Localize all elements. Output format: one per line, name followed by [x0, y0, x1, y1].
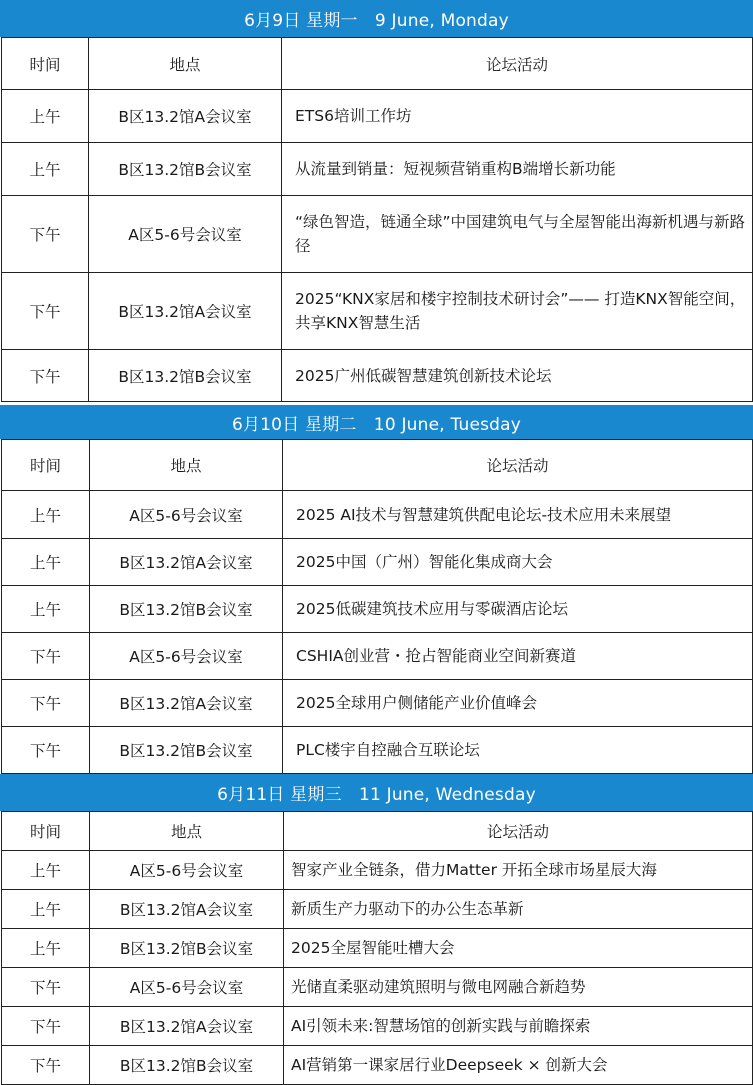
table-row: [2, 539, 753, 586]
location-cell: B区13.2馆B会议室: [90, 586, 283, 633]
table-row: [2, 727, 753, 774]
day-title: 6月9日 星期一 9 June, Monday: [244, 11, 509, 31]
time-cell: 下午: [2, 1007, 90, 1046]
table-row: [2, 491, 753, 539]
day-header-tuesday: [0, 405, 753, 439]
activity-cell: CSHIA创业营・抢占智能商业空间新赛道: [283, 633, 753, 680]
activity-cell: PLC楼宇自控融合互联论坛: [283, 727, 753, 774]
day-title: 6月11日 星期三 11 June, Wednesday: [217, 785, 536, 805]
schedule-table-wednesday: [1, 811, 753, 1085]
time-cell: 下午: [2, 273, 89, 350]
time-cell: 上午: [2, 851, 90, 890]
time-cell: 下午: [2, 350, 89, 402]
time-cell: 上午: [2, 890, 90, 929]
time-cell: 下午: [2, 633, 90, 680]
location-cell: B区13.2馆A会议室: [89, 90, 282, 143]
column-header-location: 地点: [89, 38, 282, 90]
time-cell: 上午: [2, 143, 89, 196]
time-cell: 下午: [2, 196, 89, 273]
location-cell: B区13.2馆A会议室: [90, 680, 283, 727]
activity-cell: AI引领未来:智慧场馆的创新实践与前瞻探索: [284, 1007, 753, 1046]
table-row: [2, 273, 753, 350]
column-header-activity: 论坛活动: [283, 440, 753, 491]
activity-cell: AI营销第一课家居行业Deepseek × 创新大会: [284, 1046, 753, 1085]
table-row: [2, 1046, 753, 1085]
table-row: [2, 586, 753, 633]
column-header-time: 时间: [2, 812, 90, 851]
activity-cell: 新质生产力驱动下的办公生态革新: [284, 890, 753, 929]
location-cell: B区13.2馆B会议室: [89, 350, 282, 402]
location-cell: B区13.2馆B会议室: [90, 929, 284, 968]
column-header-location: 地点: [90, 812, 284, 851]
table-row: [2, 196, 753, 273]
schedule-table-monday: [1, 37, 753, 402]
activity-cell: 光储直柔驱动建筑照明与微电网融合新趋势: [284, 968, 753, 1007]
location-cell: B区13.2馆B会议室: [89, 143, 282, 196]
time-cell: 上午: [2, 491, 90, 539]
activity-cell: 2025全球用户侧储能产业价值峰会: [283, 680, 753, 727]
location-cell: B区13.2馆A会议室: [90, 1007, 284, 1046]
table-row: [2, 143, 753, 196]
time-cell: 上午: [2, 586, 90, 633]
activity-cell: 2025“KNX家居和楼宇控制技术研讨会”—— 打造KNX智能空间，共享KNX智慧生活: [282, 273, 753, 350]
table-header-row: [2, 440, 753, 491]
time-cell: 下午: [2, 968, 90, 1007]
column-header-time: 时间: [2, 38, 89, 90]
activity-cell: 2025 AI技术与智慧建筑供配电论坛-技术应用未来展望: [283, 491, 753, 539]
activity-cell: 2025广州低碳智慧建筑创新技术论坛: [282, 350, 753, 402]
column-header-activity: 论坛活动: [284, 812, 753, 851]
activity-cell: 从流量到销量：短视频营销重构B端增长新功能: [282, 143, 753, 196]
location-cell: B区13.2馆A会议室: [90, 890, 284, 929]
schedule-table-tuesday: [1, 439, 753, 774]
activity-cell: ETS6培训工作坊: [282, 90, 753, 143]
column-header-location: 地点: [90, 440, 283, 491]
location-cell: A区5-6号会议室: [90, 633, 283, 680]
location-cell: A区5-6号会议室: [90, 851, 284, 890]
time-cell: 下午: [2, 1046, 90, 1085]
activity-cell: 2025低碳建筑技术应用与零碳酒店论坛: [283, 586, 753, 633]
table-header-row: [2, 812, 753, 851]
time-cell: 上午: [2, 929, 90, 968]
table-row: [2, 968, 753, 1007]
table-row: [2, 633, 753, 680]
table-row: [2, 680, 753, 727]
activity-cell: 2025全屋智能吐槽大会: [284, 929, 753, 968]
column-header-activity: 论坛活动: [282, 38, 753, 90]
table-header-row: [2, 38, 753, 90]
day-header-monday: [0, 0, 753, 37]
activity-cell: 智家产业全链条，借力Matter 开拓全球市场星辰大海: [284, 851, 753, 890]
table-row: [2, 350, 753, 402]
table-row: [2, 851, 753, 890]
location-cell: B区13.2馆A会议室: [90, 539, 283, 586]
activity-cell: 2025中国（广州）智能化集成商大会: [283, 539, 753, 586]
table-row: [2, 890, 753, 929]
time-cell: 上午: [2, 539, 90, 586]
day-title: 6月10日 星期二 10 June, Tuesday: [231, 414, 522, 435]
activity-cell: “绿色智造，链通全球”中国建筑电气与全屋智能出海新机遇与新路径: [282, 196, 753, 273]
time-cell: 上午: [2, 90, 89, 143]
column-header-time: 时间: [2, 440, 90, 491]
table-row: [2, 929, 753, 968]
table-row: [2, 1007, 753, 1046]
time-cell: 下午: [2, 727, 90, 774]
location-cell: A区5-6号会议室: [90, 491, 283, 539]
location-cell: B区13.2馆B会议室: [90, 1046, 284, 1085]
location-cell: A区5-6号会议室: [89, 196, 282, 273]
location-cell: B区13.2馆B会议室: [90, 727, 283, 774]
location-cell: B区13.2馆A会议室: [89, 273, 282, 350]
day-header-wednesday: [0, 774, 753, 811]
location-cell: A区5-6号会议室: [90, 968, 284, 1007]
time-cell: 下午: [2, 680, 90, 727]
table-row: [2, 90, 753, 143]
